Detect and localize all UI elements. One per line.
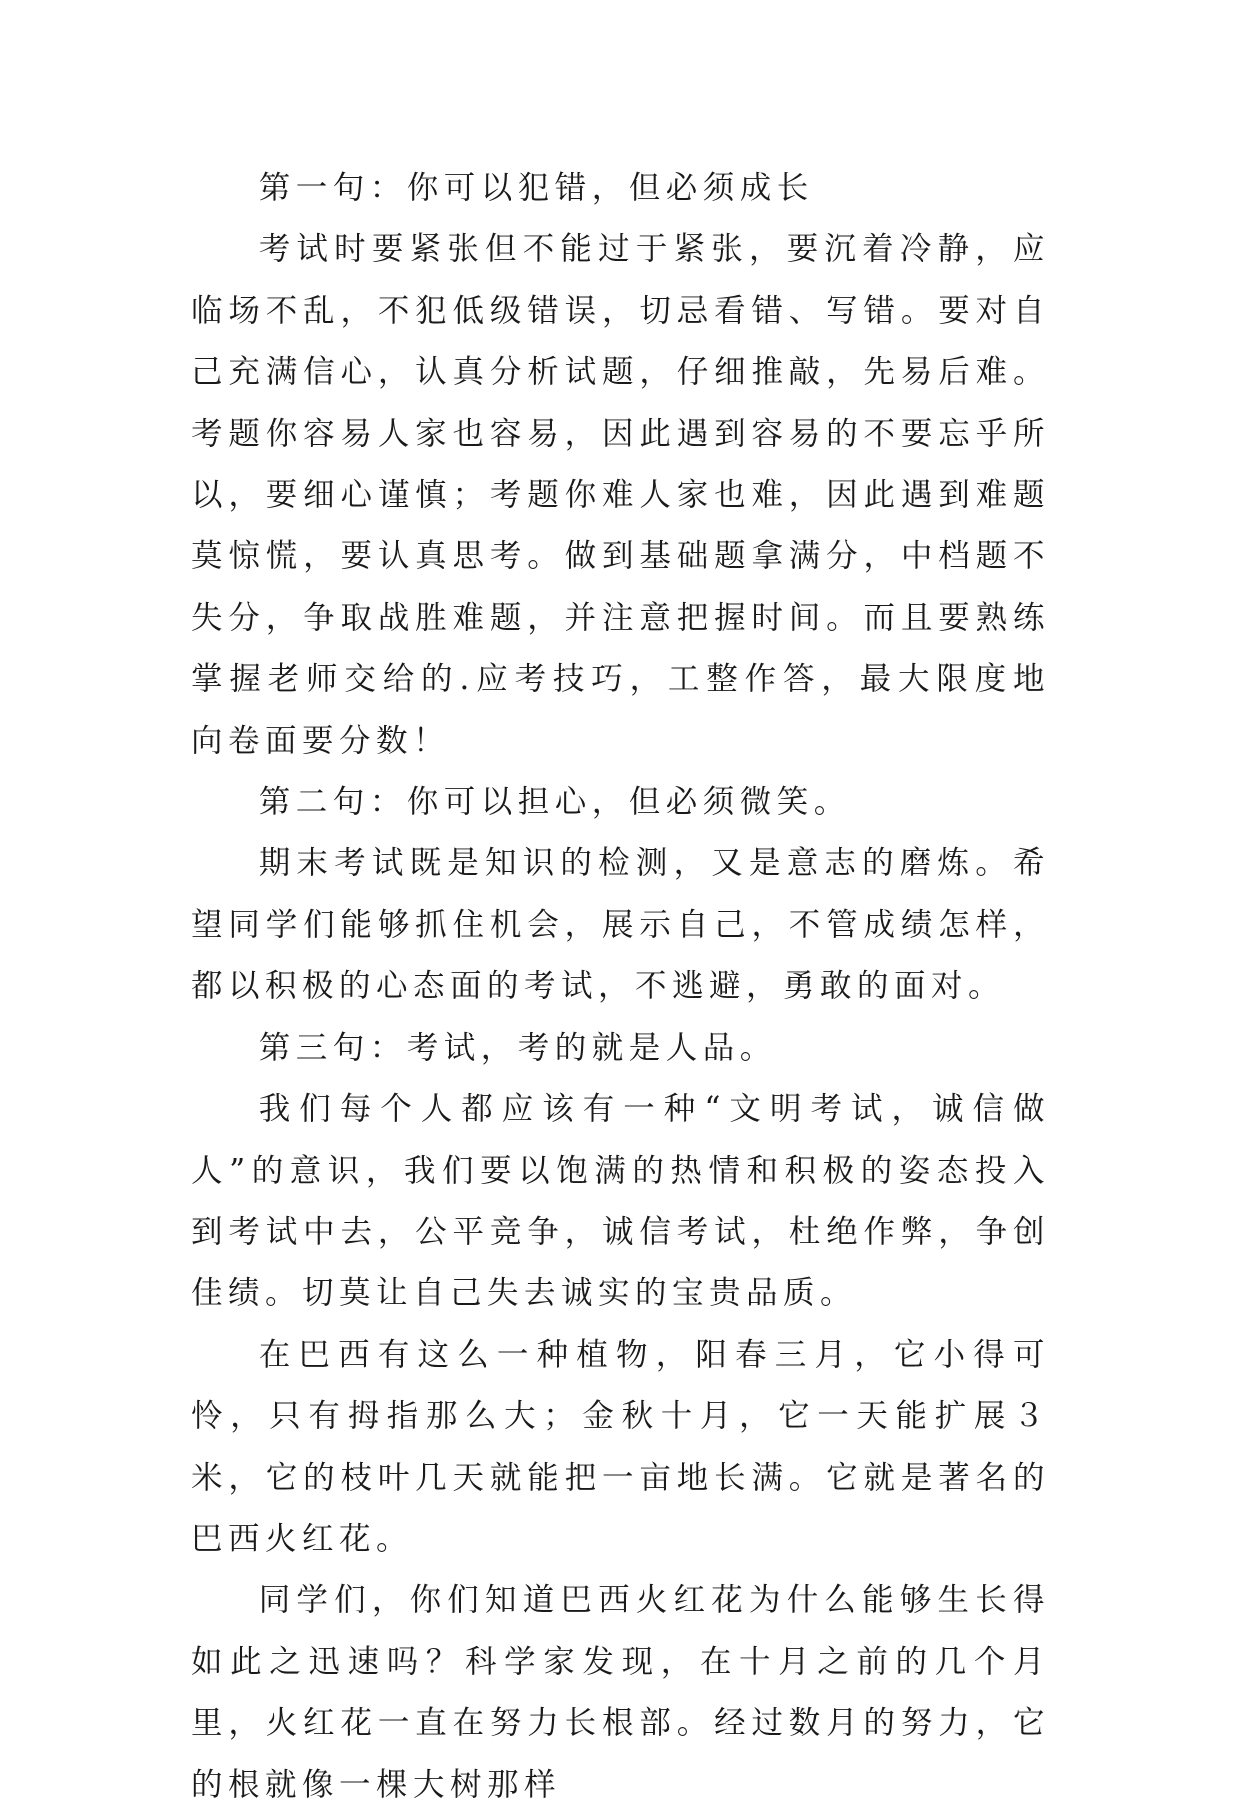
paragraph: 期末考试既是知识的检测，又是意志的磨炼。希望同学们能够抓住机会，展示自己，不管成绩怎样，都以积极的心态面的考试，不逃避，勇敢的面对。 [191,845,1050,1005]
paragraph: 考试时要紧张但不能过于紧张，要沉着冷静，应临场不乱，不犯低级错误，切忌看错、写错。要对自己充满信心，认真分析试题，仔细推敲，先易后难。考题你容易人家也容易，因此遇到容易的不要忘乎所以，要细心谨慎；考题你难人家也难，因此遇到难题莫惊慌，要认真思考。做到基础题拿满分，中档题不失分，争取战胜难题，并注意把握时间。而且要熟练掌握老师交给的.应考技巧，工整作答，最大限度地向卷面要分数！ [191,231,1050,759]
paragraph: 同学们，你们知道巴西火红花为什么能够生长得如此之迅速吗？科学家发现，在十月之前的几个月里，火红花一直在努力长根部。经过数月的努力，它的根就像一棵大树那样 [191,1582,1050,1803]
paragraph-heading-2: 第二句：你可以担心，但必须微笑。 [258,784,851,821]
paragraph-heading-3: 第三句：考试，考的就是人品。 [258,1029,777,1066]
paragraph: 在巴西有这么一种植物，阳春三月，它小得可怜，只有拇指那么大；金秋十月，它一天能扩展３米，它的枝叶几天就能把一亩地长满。它就是著名的巴西火红花。 [191,1336,1050,1557]
paragraph: 我们每个人都应该有一种“文明考试，诚信做人”的意识，我们要以饱满的热情和积极的姿态投入到考试中去，公平竞争，诚信考试，杜绝作弊，争创佳绩。切莫让自己失去诚实的宝贵品质。 [191,1091,1050,1312]
document-body [191,158,1050,1816]
paragraph-heading-1: 第一句：你可以犯错，但必须成长 [258,170,814,206]
